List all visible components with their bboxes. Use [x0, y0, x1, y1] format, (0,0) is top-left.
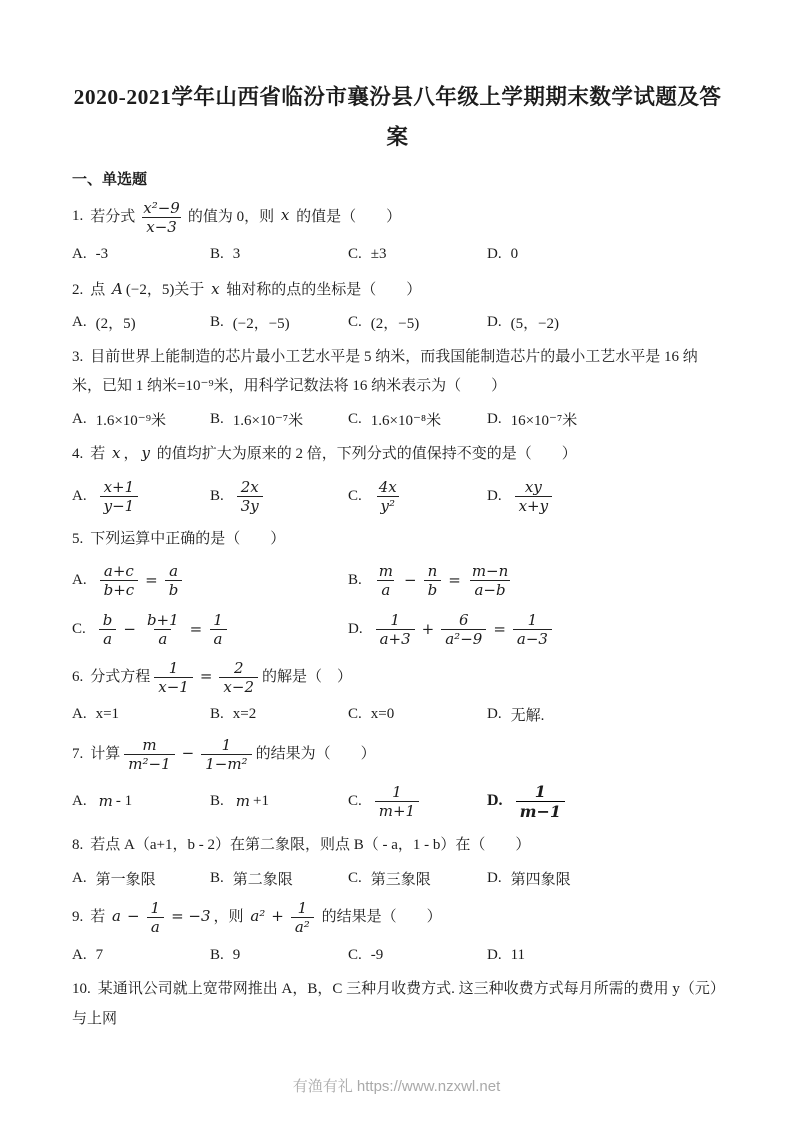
math-text: = −3	[171, 907, 211, 926]
options-row	[72, 944, 723, 966]
option-label: B.	[210, 946, 224, 963]
math-text: =	[145, 571, 158, 590]
plain-text: - 1	[115, 792, 133, 809]
option-label: A.	[72, 246, 87, 263]
fraction	[424, 562, 442, 599]
option-label: A.	[72, 314, 87, 331]
fraction-numerator: 2	[233, 658, 244, 677]
math-text: a	[112, 907, 121, 926]
fraction-denominator: a+3	[376, 629, 415, 648]
math-text: −	[123, 620, 136, 639]
question-stem	[72, 525, 723, 554]
fraction-denominator: b+c	[100, 580, 139, 599]
option	[72, 561, 348, 600]
fraction	[375, 783, 419, 820]
option	[487, 408, 723, 430]
question-number: 5.	[72, 530, 84, 547]
fraction-denominator: 1−m²	[201, 754, 251, 773]
fraction-numerator: a	[169, 561, 179, 580]
plain-text: 无解.	[510, 708, 545, 725]
option-label: D.	[348, 620, 363, 637]
math-text: −	[404, 571, 417, 590]
option	[487, 781, 723, 822]
math-text: +	[421, 620, 435, 639]
options-row	[72, 312, 723, 334]
math-text: x	[280, 206, 290, 225]
option-label: D.	[487, 410, 502, 427]
question	[72, 439, 723, 515]
question-number: 10.	[72, 981, 91, 998]
options-row	[72, 704, 723, 726]
fraction	[375, 562, 397, 599]
question-stem	[72, 975, 723, 1034]
option-label: A.	[72, 571, 87, 588]
plain-text: +1	[253, 792, 269, 809]
plain-text: 的值是（ ）	[292, 208, 402, 225]
option	[72, 312, 210, 334]
question-number: 6.	[72, 668, 84, 685]
fraction-numerator: a+c	[103, 561, 134, 580]
fraction-numerator: 1	[534, 781, 546, 801]
option-label: C.	[348, 946, 362, 963]
fraction	[441, 611, 486, 648]
fraction	[147, 899, 165, 936]
plain-text: 计算	[90, 745, 121, 762]
option-label: C.	[348, 314, 362, 331]
plain-text: ±3	[370, 246, 387, 263]
fraction-denominator: a−3	[513, 629, 552, 648]
option-label: A.	[72, 487, 87, 504]
question	[72, 735, 723, 822]
plain-text: 若分式	[90, 208, 136, 225]
math-text: −	[181, 743, 195, 762]
plain-text: (2，−5)	[370, 316, 420, 333]
plain-text: 的结果是（ ）	[317, 909, 442, 926]
option-label: B.	[210, 410, 224, 427]
math-text: =	[448, 571, 461, 590]
fraction	[375, 478, 401, 515]
fraction	[219, 659, 258, 696]
option	[348, 408, 487, 430]
footer-watermark: 有渔有礼 https://www.nzxwl.net	[292, 1078, 501, 1095]
fraction-denominator: x−1	[154, 677, 193, 696]
question-number: 3.	[72, 348, 84, 365]
question-number: 2.	[72, 281, 84, 298]
question-stem	[72, 343, 723, 402]
fraction-numerator: n	[427, 561, 438, 580]
page-title-line-1: 2020-2021学年山西省临汾市襄汾县八年级上学期期末数学试题及答	[73, 85, 722, 109]
fraction-denominator: 3y	[237, 496, 263, 515]
plain-text: 第三象限	[370, 871, 431, 888]
question-stem	[72, 198, 723, 237]
question	[72, 198, 723, 266]
plain-text: 点	[90, 281, 110, 298]
option-label: A.	[72, 869, 87, 886]
option	[348, 610, 723, 649]
math-text: a²	[250, 907, 266, 926]
option	[210, 867, 348, 889]
question-stem	[72, 439, 723, 469]
option-label: B.	[210, 487, 224, 504]
option	[487, 704, 723, 726]
option	[487, 867, 723, 889]
plain-text: 1.6×10⁻⁸米	[370, 412, 442, 429]
plain-text: 若	[90, 909, 110, 926]
option-label: D.	[487, 487, 502, 504]
plain-text: 16×10⁻⁷米	[510, 412, 578, 429]
plain-text: -9	[370, 946, 384, 963]
option-label: A.	[72, 410, 87, 427]
plain-text: 1.6×10⁻⁹米	[95, 412, 166, 429]
option-label: D.	[487, 246, 502, 263]
question-stem	[72, 658, 723, 697]
question-number: 4.	[72, 446, 84, 463]
fraction-denominator: a	[210, 629, 227, 648]
option	[210, 704, 348, 726]
option-label: C.	[348, 410, 362, 427]
option-label: C.	[348, 792, 362, 809]
fraction	[100, 562, 139, 599]
fraction-denominator: y−1	[100, 496, 139, 515]
math-text: y	[141, 444, 150, 463]
option	[72, 408, 210, 430]
plain-text: 9	[232, 946, 241, 963]
question-stem	[72, 275, 723, 305]
plain-text: 7	[95, 946, 104, 963]
fraction-numerator: xy	[524, 477, 542, 496]
fraction-denominator: m−1	[516, 801, 565, 821]
fraction-denominator: a²−9	[441, 629, 486, 648]
fraction	[376, 611, 415, 648]
fraction	[143, 611, 183, 648]
page-title-line-2: 案	[386, 124, 409, 149]
option	[348, 244, 487, 266]
fraction-numerator: 1	[168, 658, 179, 677]
plain-text: 0	[510, 246, 519, 263]
question	[72, 343, 723, 431]
plain-text: x=1	[95, 706, 120, 723]
option-label: B.	[348, 571, 362, 588]
plain-text: 若	[90, 446, 110, 463]
option-label: B.	[210, 706, 224, 723]
fraction	[516, 782, 565, 821]
option	[210, 944, 348, 966]
option	[487, 944, 723, 966]
option	[72, 244, 210, 266]
fraction-denominator: a−b	[470, 580, 509, 599]
fraction-numerator: m	[142, 735, 157, 754]
options-row	[72, 781, 723, 822]
math-text: +	[271, 907, 284, 926]
question	[72, 525, 723, 649]
fraction	[99, 611, 117, 648]
fraction-numerator: 1	[527, 610, 538, 629]
plain-text: x=0	[370, 706, 395, 723]
fraction-denominator: a	[377, 580, 394, 599]
fraction-numerator: 4x	[378, 477, 397, 496]
option-label: A.	[72, 946, 87, 963]
fraction-denominator: a²	[291, 917, 314, 936]
options-row	[72, 477, 723, 516]
question-number: 8.	[72, 837, 84, 854]
math-text: =	[199, 666, 213, 685]
plain-text: 的解是（ ）	[262, 668, 353, 685]
fraction-denominator: b	[165, 580, 183, 599]
fraction-numerator: x+1	[103, 477, 135, 496]
fraction-denominator: b	[424, 580, 442, 599]
math-text: x	[211, 279, 220, 298]
plain-text: -3	[95, 246, 109, 263]
option-label: A.	[72, 792, 87, 809]
option	[72, 944, 210, 966]
fraction	[124, 736, 174, 773]
fraction	[100, 478, 139, 515]
question	[72, 275, 723, 334]
question-stem	[72, 898, 723, 937]
fraction-denominator: a	[154, 629, 171, 648]
fraction-denominator: m²−1	[124, 754, 174, 773]
math-text: x	[112, 444, 121, 463]
option	[72, 704, 210, 726]
option-label: D.	[487, 946, 502, 963]
math-text: m	[98, 792, 113, 811]
fraction	[154, 659, 193, 696]
plain-text: (5，−2)	[510, 316, 560, 333]
option	[210, 477, 348, 516]
question	[72, 975, 723, 1034]
plain-text: ，则	[213, 909, 248, 926]
question	[72, 898, 723, 966]
option	[210, 244, 348, 266]
fraction	[468, 562, 512, 599]
option	[72, 867, 210, 889]
option	[210, 312, 348, 334]
option-label: D.	[487, 314, 502, 331]
fraction	[201, 736, 251, 773]
fraction-denominator: a	[147, 917, 164, 936]
section-header: 一、单选题	[72, 171, 148, 188]
option	[348, 704, 487, 726]
plain-text: 的值为 0，则	[187, 208, 278, 225]
fraction	[139, 199, 184, 236]
option	[348, 782, 487, 821]
question-stem	[72, 831, 723, 860]
math-text: −	[126, 907, 140, 926]
plain-text: 下列运算中正确的是（ ）	[90, 530, 286, 547]
option-label: D.	[487, 792, 503, 810]
math-text: =	[493, 620, 506, 639]
fraction	[237, 478, 263, 515]
plain-text: (−2，5)关于	[125, 281, 209, 298]
question-number: 1.	[72, 208, 84, 225]
plain-text: ，	[123, 446, 139, 463]
plain-text: 若点 A（a+1，b - 2）在第二象限，则点 B（ - a，1 - b）在（ ）	[90, 837, 531, 854]
questions	[72, 198, 723, 1034]
option	[348, 312, 487, 334]
option-label: C.	[348, 246, 362, 263]
option-label: D.	[487, 869, 502, 886]
fraction-denominator: y²	[377, 496, 400, 515]
options-row	[72, 561, 723, 649]
option	[348, 867, 487, 889]
math-text: =	[189, 620, 203, 639]
fraction	[209, 611, 227, 648]
option-label: D.	[487, 706, 502, 723]
plain-text: 3	[232, 246, 241, 263]
fraction-numerator: b	[102, 610, 113, 629]
option	[487, 312, 723, 334]
option-label: B.	[210, 246, 224, 263]
plain-text: 轴对称的点的坐标是（ ）	[222, 281, 422, 298]
option-label: C.	[348, 706, 362, 723]
fraction-numerator: 1	[150, 899, 161, 918]
fraction-numerator: 1	[297, 899, 308, 918]
math-text: m	[235, 792, 250, 811]
plain-text: 第四象限	[510, 871, 571, 888]
option	[72, 477, 210, 516]
question-number: 9.	[72, 909, 84, 926]
option	[72, 790, 210, 812]
option	[348, 477, 487, 516]
plain-text: (−2，−5)	[232, 316, 290, 333]
fraction-numerator: 1	[390, 610, 400, 629]
option	[72, 610, 348, 649]
fraction	[165, 562, 183, 599]
plain-text: (2，5)	[95, 316, 136, 333]
option-label: A.	[72, 706, 87, 723]
fraction-numerator: 2x	[240, 477, 259, 496]
page-title	[72, 78, 723, 158]
fraction-numerator: 6	[459, 610, 469, 629]
option-label: C.	[72, 620, 86, 637]
fraction-numerator: m−n	[471, 561, 509, 580]
question	[72, 831, 723, 889]
plain-text: 第一象限	[95, 871, 156, 888]
option	[210, 408, 348, 430]
math-text: A	[112, 279, 123, 298]
fraction-numerator: 1	[221, 735, 232, 754]
fraction-numerator: x²−9	[143, 198, 180, 217]
fraction	[291, 899, 314, 936]
question-stem	[72, 735, 723, 774]
fraction	[513, 611, 552, 648]
fraction-numerator: b+1	[146, 610, 179, 629]
option-label: C.	[348, 487, 362, 504]
fraction-numerator: 1	[213, 610, 223, 629]
question	[72, 658, 723, 726]
plain-text: 11	[510, 946, 526, 963]
plain-text: 的结果为（ ）	[255, 745, 376, 762]
plain-text: x=2	[232, 706, 257, 723]
fraction-numerator: 1	[392, 782, 402, 801]
option-label: B.	[210, 869, 224, 886]
fraction-denominator: x−3	[142, 217, 181, 236]
options-row	[72, 867, 723, 889]
question-number: 7.	[72, 745, 84, 762]
plain-text: 目前世界上能制造的芯片最小工艺水平是 5 纳米，而我国能制造芯片的最小工艺水平是 16 纳米，已知 1 纳米=10⁻⁹米，用科学记数法将 16 纳米表示为（ ）	[72, 348, 698, 395]
fraction-denominator: m+1	[375, 801, 419, 820]
plain-text: 某通讯公司就上宽带网推出 A，B，C 三种月收费方式. 这三种收费方式每月所需的费用 y（元）与上网	[72, 981, 718, 1027]
option-label: C.	[348, 869, 362, 886]
fraction-denominator: a	[99, 629, 116, 648]
option	[210, 790, 348, 812]
plain-text: 分式方程	[90, 668, 151, 685]
options-row	[72, 244, 723, 266]
options-row	[72, 408, 723, 430]
fraction	[515, 478, 553, 515]
option	[348, 944, 487, 966]
plain-text: 的值均扩大为原来的 2 倍，下列分式的值保持不变的是（ ）	[152, 446, 577, 463]
fraction-denominator: x−2	[219, 677, 258, 696]
option-label: B.	[210, 314, 224, 331]
option	[348, 561, 723, 600]
plain-text: 1.6×10⁻⁷米	[232, 412, 304, 429]
option	[487, 477, 723, 516]
fraction-numerator: m	[378, 561, 393, 580]
option-label: B.	[210, 792, 224, 809]
option	[487, 244, 723, 266]
plain-text: 第二象限	[232, 871, 293, 888]
fraction-denominator: x+y	[515, 496, 553, 515]
